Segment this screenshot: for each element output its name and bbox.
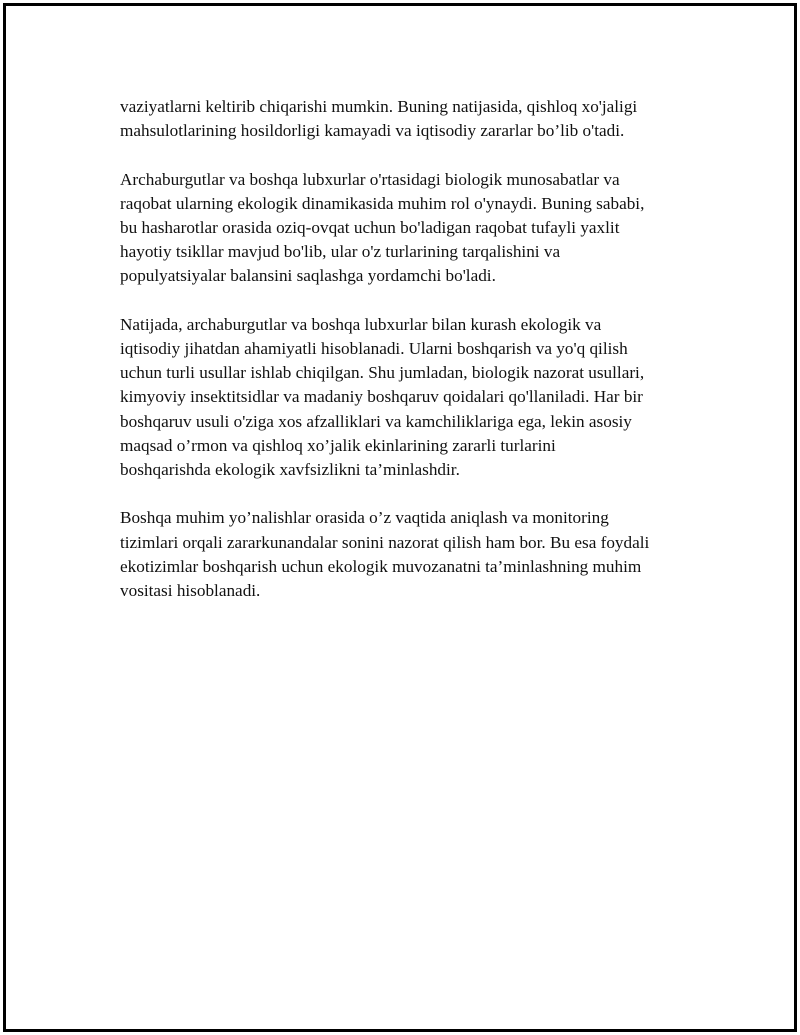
- document-body: [120, 95, 700, 627]
- paragraph: Boshqa muhim yo’nalishlar orasida o’z vaqtida aniqlash va monitoring tizimlari orqali zararkunandalar sonini nazorat qilish ham bor. Bu esa foydali ekotizimlar boshqarish uchun ekologik muvozanatni ta’minlashning muhim vositasi hisoblanadi.: [120, 508, 650, 601]
- paragraph: Natijada, archaburgutlar va boshqa lubxurlar bilan kurash ekologik va iqtisodiy jihatdan ahamiyatli hisoblanadi. Ularni boshqarish va yo'q qilish uchun turli usullar ishlab chiqilgan. Shu jumladan, biologik nazorat usullari, kimyoviy insektitsidlar va madaniy boshqaruv qoidalari qo'llaniladi. Har bir boshqaruv usuli o'ziga xos afzalliklari va kamchiliklariga ega, lekin asosiy maqsad o’rmon va qishloq xo’jalik ekinlarining zararli turlarini boshqarishda ekologik xavfsizlikni ta’minlashdir.: [120, 314, 645, 480]
- paragraph: vaziyatlarni keltirib chiqarishi mumkin. Buning natijasida, qishloq xo'jaligi mahsulotlarining hosildorligi kamayadi va iqtisodiy zararlar bo’lib o'tadi.: [120, 97, 638, 141]
- paragraph: Archaburgutlar va boshqa lubxurlar o'rtasidagi biologik munosabatlar va raqobat ularning ekologik dinamikasida muhim rol o'ynaydi. Buning sababi, bu hasharotlar orasida oziq-ovqat uchun bo'ladigan raqobat tufayli yaxlit hayotiy tsikllar mavjud bo'lib, ular o'z turlarining tarqalishini va populyatsiyalar balansini saqlashga yordamchi bo'ladi.: [120, 169, 645, 286]
- document-page: [3, 3, 797, 1032]
